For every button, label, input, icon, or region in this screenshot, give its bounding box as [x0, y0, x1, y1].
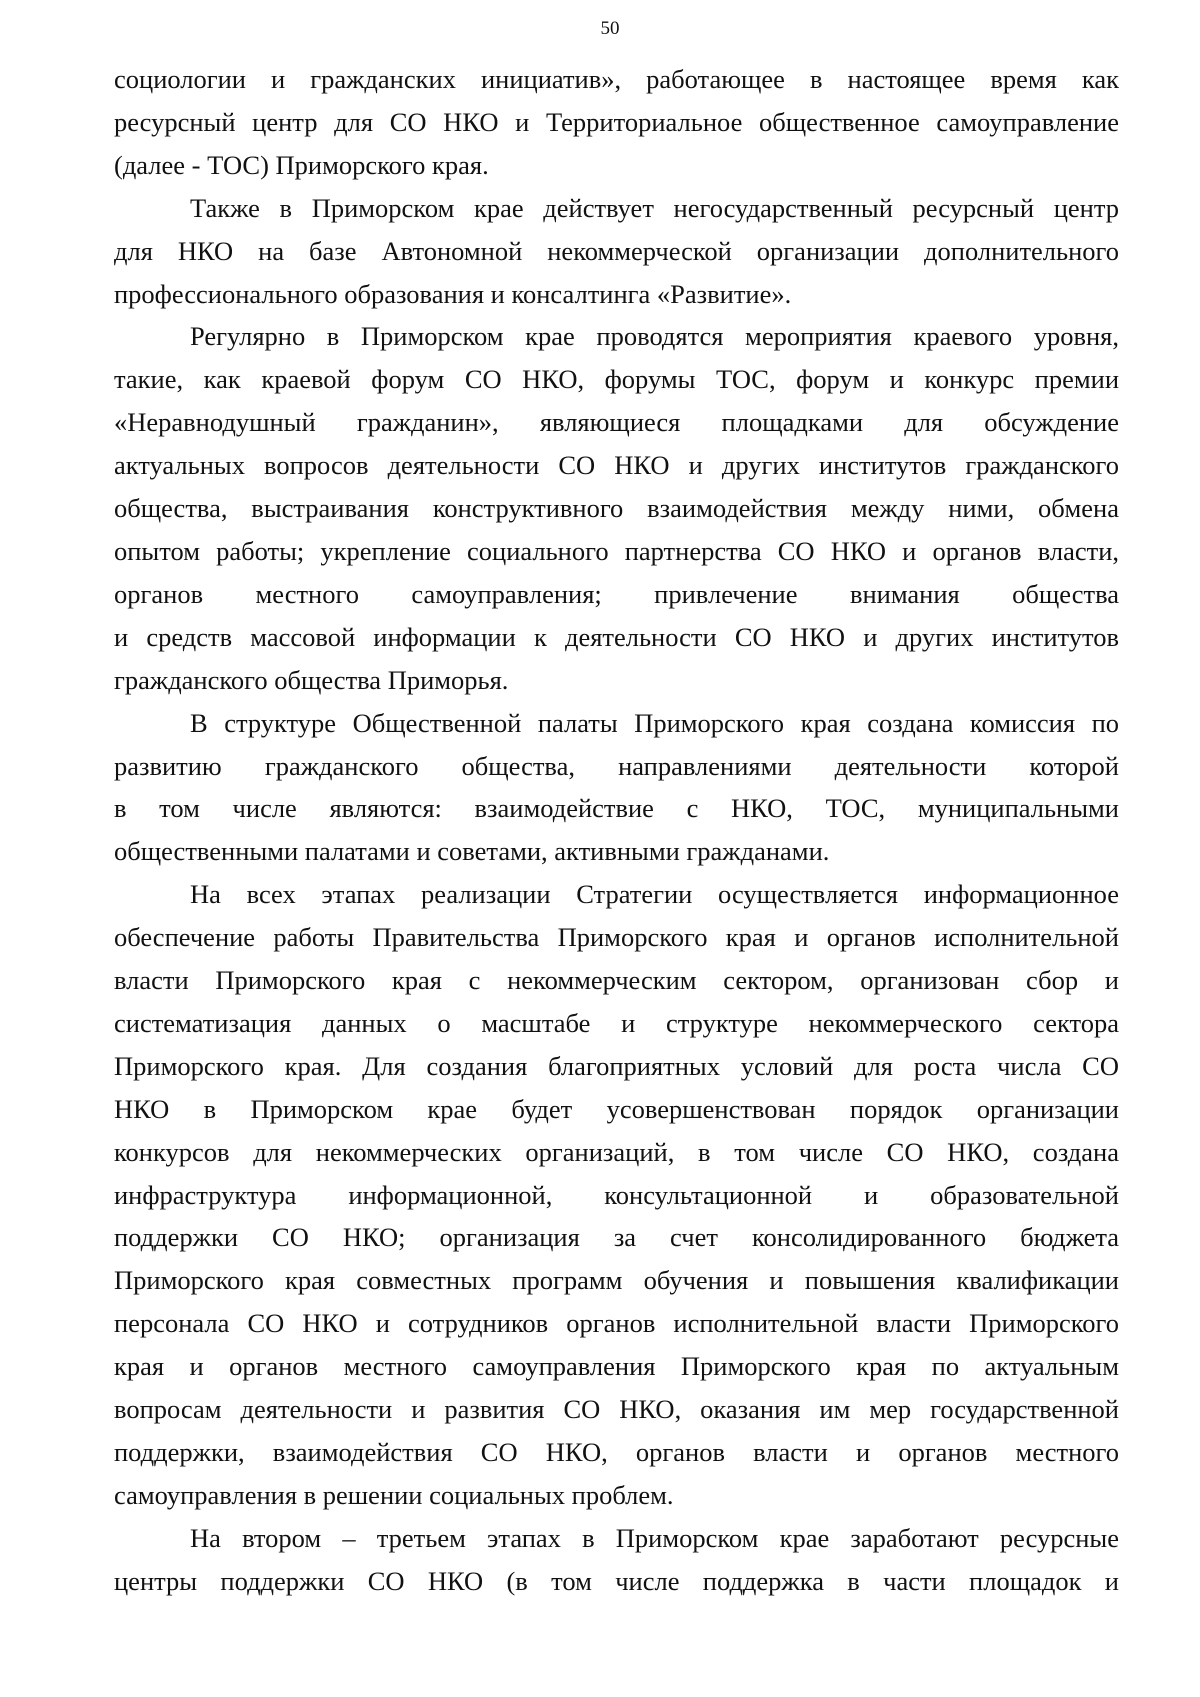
text-line: в том числе являются: взаимодействие с НКО, ТОС, муниципальными [114, 793, 1119, 824]
text-line: развитию гражданского общества, направлениями деятельности которой [114, 750, 1119, 781]
text-line: конкурсов для некоммерческих организаций, в том числе СО НКО, создана [114, 1136, 1119, 1167]
text-line: вопросам деятельности и развития СО НКО, оказания им мер государственной [114, 1394, 1119, 1425]
text-line: Приморского края. Для создания благоприятных условий для роста числа СО [114, 1050, 1119, 1081]
text-line: Приморского края совместных программ обучения и повышения квалификации [114, 1265, 1119, 1296]
text-line: такие, как краевой форум СО НКО, форумы ТОС, форум и конкурс премии [114, 364, 1119, 395]
page-number: 50 [600, 18, 620, 39]
text-line: и средств массовой информации к деятельности СО НКО и других институтов [114, 621, 1119, 652]
text-line: На всех этапах реализации Стратегии осуществляется информационное [190, 879, 1119, 910]
text-line: власти Приморского края с некоммерческим сектором, организован сбор и [114, 965, 1119, 996]
text-line: органов местного самоуправления; привлечение внимания общества [114, 578, 1119, 609]
document-body [114, 58, 1119, 1603]
text-line: обеспечение работы Правительства Приморского края и органов исполнительной [114, 922, 1119, 953]
text-line: центры поддержки СО НКО (в том числе поддержка в части площадок и [114, 1565, 1119, 1596]
text-line: В структуре Общественной палаты Приморского края создана комиссия по [190, 707, 1119, 738]
text-line: систематизация данных о масштабе и структуре некоммерческого сектора [114, 1007, 1119, 1038]
text-line: инфраструктура информационной, консультационной и образовательной [114, 1179, 1119, 1210]
text-line: поддержки, взаимодействия СО НКО, органов власти и органов местного [114, 1437, 1119, 1467]
text-line: Регулярно в Приморском крае проводятся мероприятия краевого уровня, [190, 321, 1119, 352]
text-line: НКО в Приморском крае будет усовершенствован порядок организации [114, 1093, 1119, 1124]
text-line: гражданского общества Приморья. [114, 664, 509, 695]
text-line: «Неравнодушный гражданин», являющиеся площадками для обсуждение [114, 407, 1119, 438]
text-line: поддержки СО НКО; организация за счет консолидированного бюджета [114, 1222, 1119, 1253]
text-line: самоуправления в решении социальных проблем. [114, 1479, 674, 1510]
text-line: На втором – третьем этапах в Приморском крае заработают ресурсные [190, 1522, 1119, 1553]
text-line: общества, выстраивания конструктивного взаимодействия между ними, обмена [114, 493, 1119, 524]
text-line: Также в Приморском крае действует негосударственный ресурсный центр [190, 192, 1119, 223]
text-line: персонала СО НКО и сотрудников органов исполнительной власти Приморского [114, 1308, 1119, 1339]
text-line: опытом работы; укрепление социального партнерства СО НКО и органов власти, [114, 535, 1119, 566]
text-line: (далее - ТОС) Приморского края. [114, 149, 489, 180]
text-line: ресурсный центр для СО НКО и Территориальное общественное самоуправление [114, 106, 1119, 137]
text-line: общественными палатами и советами, активными гражданами. [114, 836, 830, 867]
text-line: для НКО на базе Автономной некоммерческой организации дополнительного [114, 235, 1119, 266]
text-line: социологии и гражданских инициатив», работающее в настоящее время как [114, 64, 1119, 94]
text-line: профессионального образования и консалтинга «Развитие». [114, 278, 792, 309]
text-line: актуальных вопросов деятельности СО НКО и других институтов гражданского [114, 450, 1119, 481]
text-line: края и органов местного самоуправления Приморского края по актуальным [114, 1351, 1119, 1382]
